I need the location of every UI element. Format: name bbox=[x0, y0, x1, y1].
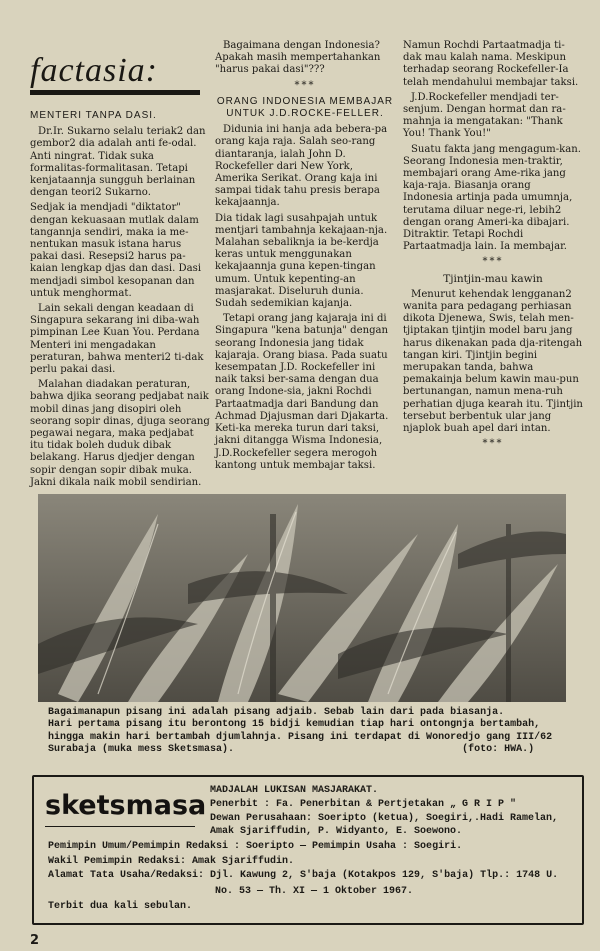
imprint-issue: No. 53 — Th. XI — 1 Oktober 1967. bbox=[215, 886, 414, 897]
caption-line: Surabaja (muka mess Sketsmasa). (foto: HWA.) bbox=[48, 743, 535, 755]
banana-leaves-illustration bbox=[38, 494, 566, 702]
imprint-frequency: Terbit dua kali sebulan. bbox=[48, 901, 193, 912]
imprint-address: Alamat Tata Usaha/Redaksi: Djl. Kawung 2, S'baja (Kotakpos 129, S'baja) Tlp.: 1748 U. bbox=[48, 870, 559, 881]
imprint-editor: Pemimpin Umum/Pemimpin Redaksi : Soeripto — Pemimpin Usaha : Soegiri. bbox=[48, 841, 463, 852]
photo-caption bbox=[48, 707, 560, 756]
paragraph: Dia tidak lagi susahpajah untuk mentjari tambahnja kekajaan-nja. Malahan sebaliknja ia be-kerdja keras untuk menggunakan kekajaannja guna kepen-tingan umum. Untuk kepenting-an masjarakat. Diseluruh dunia. Sudah sedemikian kajanja. bbox=[215, 212, 388, 310]
article-heading-tjintjin: Tjintjin-mau kawin bbox=[443, 272, 543, 285]
paragraph: Dr.Ir. Sukarno selalu teriak2 dan gembor2 dia adalah anti fe-odal. Anti ningrat. Tidak suka formalitas-formalitasan. Tetapi kenjataannja sungguh berlainan dengan teori2 Sukarno. bbox=[30, 126, 206, 199]
separator-stars: *** bbox=[482, 438, 504, 450]
imprint-publisher: Penerbit : Fa. Penerbitan & Pertjetakan „ G R I P " bbox=[210, 799, 517, 810]
caption-line: hingga makin hari bertambah djumlahnja. Pisang ini terdapat di Wonoredjo gang III/62 bbox=[48, 731, 553, 743]
paragraph: Menurut kehendak lengganan2 wanita para pedagang perhiasan dikota Djenewa, Swis, telah men-tjiptakan tjintjin model baru jang harus dikenakan pada dja-ritengah tangan kiri. Tjintjin begini merupakan tanda, bahwa pemakainja belum kawin mau-pun bertunangan, namun mena-ruh perhatian djuga kearah itu. Tjintjin tersebut berbentuk ular jang njaplok buah apel dari intan. bbox=[403, 288, 583, 435]
paragraph: Lain sekali dengan keadaan di Singapura sekarang ini diba-wah pimpinan Lee Kuan You. Perdana Menteri ini mengadakan peraturan, bahwa menteri2 ti-dak perlu pakai dasi. bbox=[30, 303, 204, 376]
paragraph: Sedjak ia mendjadi "diktator" dengan kekuasaan mutlak dalam tangannja sendiri, maka ia me-nentukan masuk istana harus pakai dasi. Resepsi2 harus pa-kaian lengkap djas dan dasi. Dasi mendjadi simbol kesopanan dan untuk menghormat. bbox=[30, 202, 202, 299]
page-number: 2 bbox=[30, 933, 40, 948]
imprint-deputy-editor: Wakil Pemimpin Redaksi: Amak Sjariffudin. bbox=[48, 856, 295, 867]
paragraph: Bagaimana dengan Indonesia? Apakah masih mempertahankan "harus pakai dasi"??? bbox=[215, 40, 381, 76]
sketsmasa-logo: sketsmasa bbox=[45, 790, 207, 821]
paragraph: Malahan diadakan peraturan, bahwa djika seorang pedjabat naik mobil dinas jang disopiri oleh seorang sopir dinas, djuga seorang pegawai negara, maka pedjabat itu tidak boleh duduk dibak belakang. Harus djedjer dengan sopir dengan sopir dibak muka. Jakni dikala naik mobil sendirian. bbox=[30, 379, 210, 488]
section-masthead: factasia: bbox=[30, 52, 158, 89]
separator-stars: *** bbox=[482, 256, 504, 268]
article-heading-rockefeller: ORANG INDONESIA MEMBAJAR UNTUK J.D.ROCKE-FELLER. bbox=[216, 95, 394, 120]
article-column-3 bbox=[403, 40, 583, 455]
paragraph: Didunia ini hanja ada bebera-pa orang kaja raja. Salah seo-rang diantaranja, ialah John D. Rockefeller dari New York, Amerika Serikat. Orang kaja ini sampai tidak tahu presis berapa kekajaannja. bbox=[215, 124, 388, 209]
paragraph: Tetapi orang jang kajaraja ini di Singapura "kena batunja" dengan seorang Indonesia jang tidak kajaraja. Orang biasa. Pada suatu kesempatan J.D. Rockefeller ini naik taksi ber-sama dengan dua orang Indone-sia, jakni Rochdi Partaatmadja dari Bandung dan Achmad Djajusman dari Djakarta. Keti-ka mereka turun dari taksi, jakni ditangga Wisma Indonesia, J.D.Rockefeller segera merogoh kantong untuk membajar taksi. bbox=[215, 313, 389, 471]
article-column-2 bbox=[215, 40, 395, 475]
article-column-1 bbox=[30, 108, 210, 492]
separator-stars: *** bbox=[294, 79, 316, 91]
masthead-rule bbox=[30, 90, 200, 95]
imprint-board: Amak Sjariffudin, P. Widyanto, E. Soewono. bbox=[210, 826, 463, 837]
imprint-board: Dewan Perusahaan: Soeripto (ketua), Soegiri,.Hadi Ramelan, bbox=[210, 813, 559, 824]
paragraph: Suatu fakta jang mengagum-kan. Seorang Indonesia men-traktir, membajari orang Ame-rika jang kaja-raja. Biasanja orang Indonesia artinja pada umumnja, terutama diluar nege-ri, lebih2 dengan orang Ameri-ka dibajari. Ditraktir. Tetapi Rochdi Partaatmadja lain. Ia membajar. bbox=[403, 143, 581, 253]
paragraph: Namun Rochdi Partaatmadja ti-dak mau kalah nama. Meskipun terhadap seorang Rockefeller-Ia telah mendahului membajar taksi. bbox=[403, 40, 579, 88]
caption-line: Hari pertama pisang itu berontong 15 bidji kemudian tiap hari ontongnja bertambah, bbox=[48, 719, 541, 731]
banana-plant-photo bbox=[38, 494, 566, 702]
logo-underline bbox=[45, 826, 195, 827]
imprint-title: MADJALAH LUKISAN MASJARAKAT. bbox=[210, 785, 379, 796]
paragraph: J.D.Rockefeller mendjadi ter-senjum. Dengan hormat dan ra-mahnja ia mengatakan: "Thank You! Thank You!" bbox=[403, 91, 566, 140]
article-heading-dasi: MENTERI TANPA DASI. bbox=[30, 110, 157, 121]
caption-line: Bagaimanapun pisang ini adalah pisang adjaib. Sebab lain dari pada biasanja. bbox=[48, 707, 505, 718]
